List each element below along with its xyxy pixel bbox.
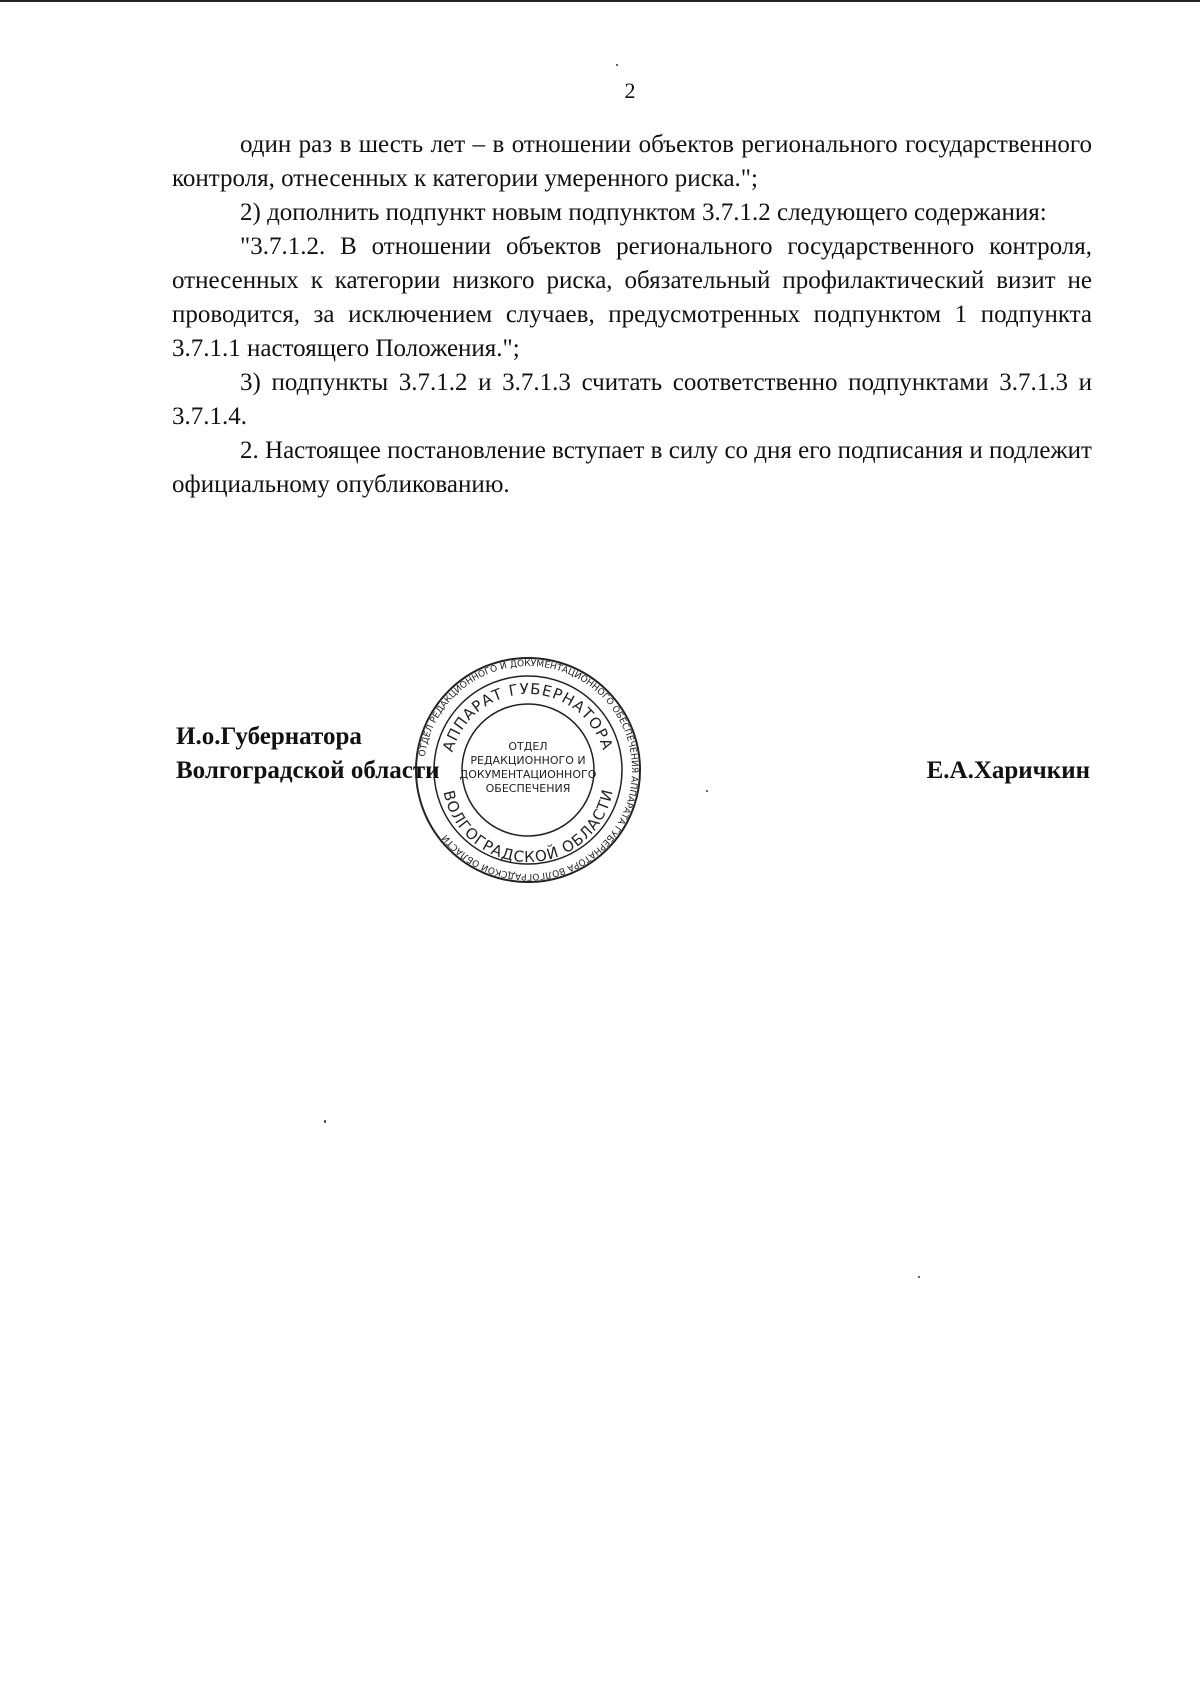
seal-bottom-arc-text: ВОЛГОГРАДСКОЙ ОБЛАСТИ: [439, 787, 617, 867]
signatory-position-line-2: Волгоградской области: [176, 757, 440, 784]
signatory-position-line-1: И.о.Губернатора: [176, 723, 362, 750]
page-number: 2: [624, 78, 636, 103]
document-body: [172, 128, 1092, 502]
scan-speck: [918, 1276, 920, 1278]
signatory-name: Е.А.Харичкин: [926, 757, 1090, 784]
seal-center-line-3: ДОКУМЕНТАЦИОННОГО: [459, 768, 597, 781]
paragraph-clause-2: 2. Настоящее постановление вступает в силу со дня его подписания и подлежит официальному опубликованию.: [172, 437, 1092, 498]
official-seal-stamp: [412, 654, 644, 886]
seal-center-line-4: ОБЕСПЕЧЕНИЯ: [485, 782, 571, 795]
paragraph-continuation: один раз в шесть лет – в отношении объектов регионального государственного контроля, отнесенных к категории умеренного риска.";: [172, 131, 1092, 192]
paragraph-item-2: 2) дополнить подпункт новым подпунктом 3.7.1.2 следующего содержания:: [240, 199, 1047, 226]
scan-speck: [616, 64, 618, 66]
paragraph-quoted-3712: "3.7.1.2. В отношении объектов регионального государственного контроля, отнесенных к категории низкого риска, обязательный профилактический визит не проводится, за исключением случаев, предусмотренных подпунктом 1 подпункта 3.7.1.1 настоящего Положения.";: [172, 233, 1092, 362]
scan-edge: [0, 0, 1200, 2]
seal-top-arc-text: АППАРАТ ГУБЕРНАТОРА: [438, 679, 617, 754]
seal-center-line-2: РЕДАКЦИОННОГО И: [470, 754, 586, 767]
seal-outer-text: ОТДЕЛ РЕДАКЦИОННОГО И ДОКУМЕНТАЦИОННОГО ОБЕСПЕЧЕНИЯ АППАРАТА ГУБЕРНАТОРА ВОЛГОГРАДСКОЙ ОБЛАСТИ: [417, 658, 640, 882]
paragraph-item-3: 3) подпункты 3.7.1.2 и 3.7.1.3 считать соответственно подпунктами 3.7.1.3 и 3.7.1.4.: [172, 369, 1092, 430]
signatory-position: [176, 720, 440, 788]
scan-speck: [324, 1120, 326, 1123]
scan-speck: [706, 790, 708, 792]
seal-center-line-1: ОТДЕЛ: [508, 740, 548, 753]
